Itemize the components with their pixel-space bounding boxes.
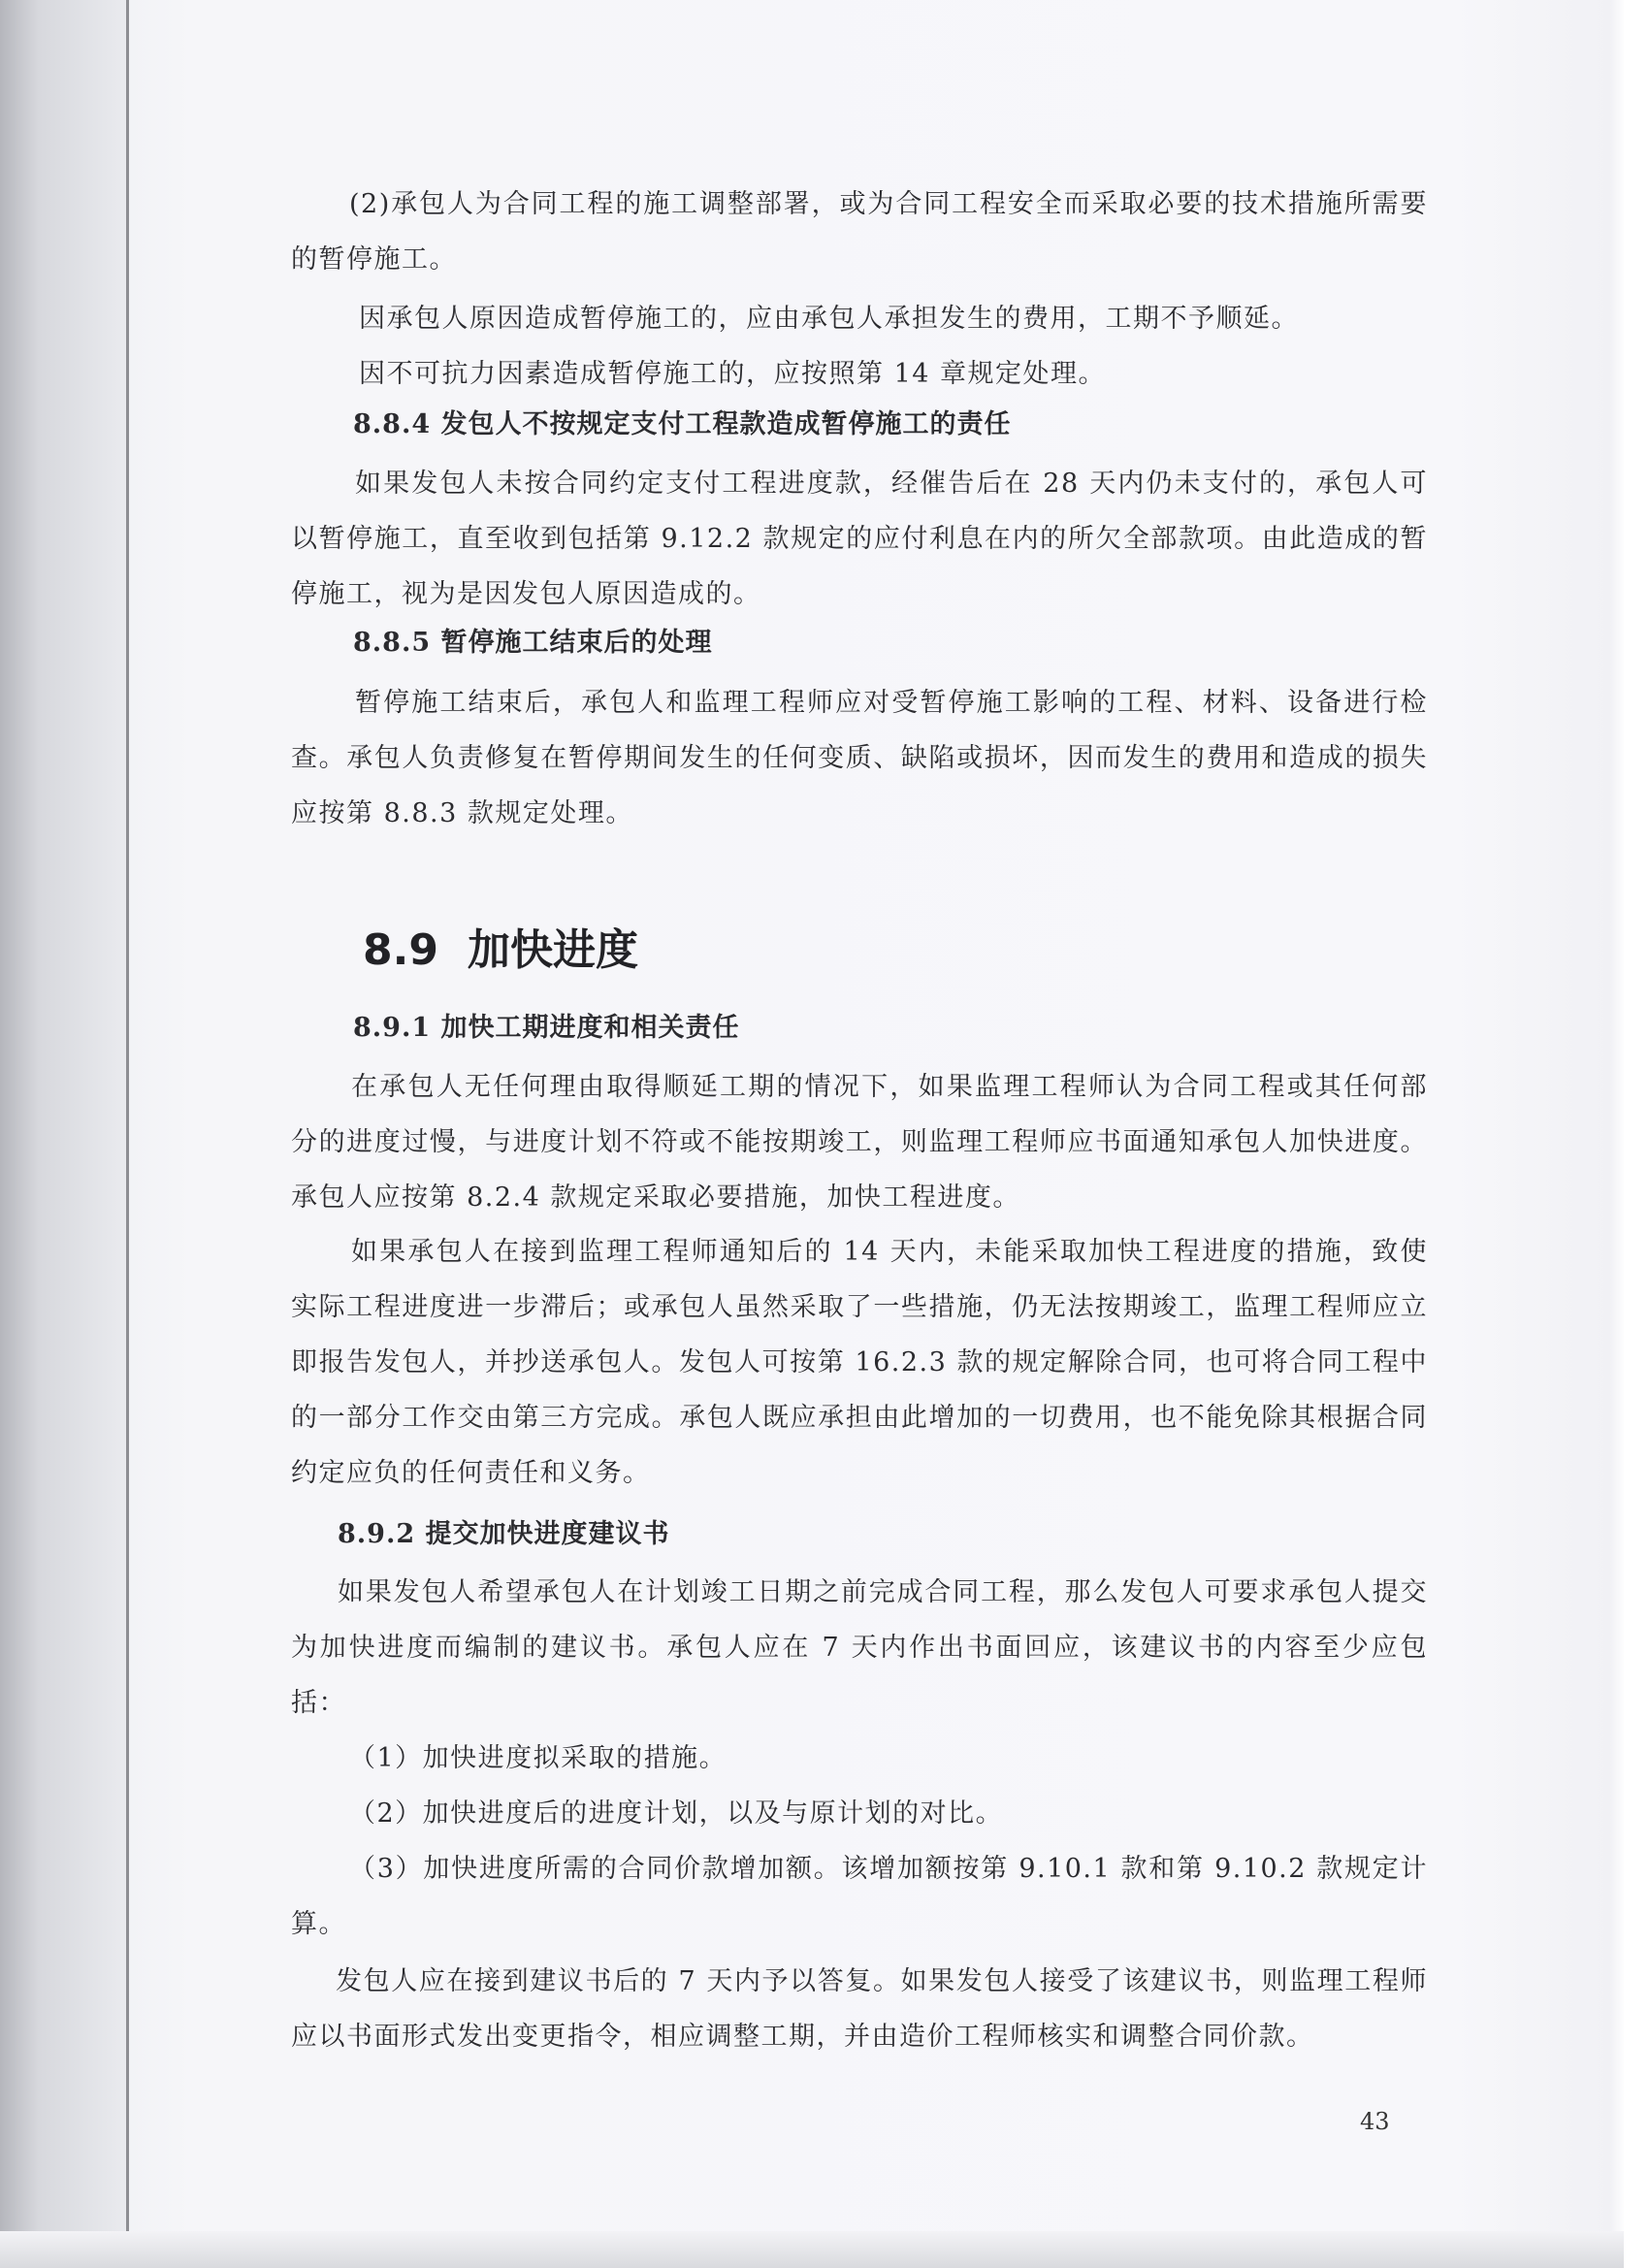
bottom-page-edge	[0, 2231, 1649, 2268]
page-number: 43	[1360, 2108, 1390, 2135]
list-item-1: （1）加快进度拟采取的措施。	[349, 1743, 728, 1773]
book-spine-shadow	[0, 0, 128, 2268]
heading-8-9-2: 8.9.2 提交加快进度建议书	[338, 1519, 670, 1549]
section-number: 8.9	[363, 925, 438, 975]
paragraph-contractor-cause: 因承包人原因造成暂停施工的，应由承包人承担发生的费用，工期不予顺延。	[359, 304, 1299, 334]
list-item-3: （3）加快进度所需的合同价款增加额。该增加额按第 9.10.1 款和第 9.10.2 款规定计算。	[291, 1854, 1428, 1939]
right-page-edge	[1624, 0, 1649, 2268]
heading-8-9-1: 8.9.1 加快工期进度和相关责任	[353, 1013, 740, 1043]
paragraph-force-majeure: 因不可抗力因素造成暂停施工的，应按照第 14 章规定处理。	[359, 359, 1107, 389]
paragraph-8-8-5-body: 暂停施工结束后，承包人和监理工程师应对受暂停施工影响的工程、材料、设备进行检查。承包人负责修复在暂停期间发生的任何变质、缺陷或损坏，因而发生的费用和造成的损失应按第 8.8.3 款规定处理。	[291, 688, 1428, 828]
paragraph-8-9-1-consequence: 如果承包人在接到监理工程师通知后的 14 天内，未能采取加快工程进度的措施，致使实际工程进度进一步滞后；或承包人虽然采取了一些措施，仍无法按期竣工，监理工程师应立即报告发包人，并抄送承包人。发包人可按第 16.2.3 款的规定解除合同，也可将合同工程中的一部分工作交由第三方完成。承包人既应承担由此增加的一切费用，也不能免除其根据合同约定应负的任何责任和义务。	[291, 1237, 1428, 1488]
paragraph-8-9-2-body: 如果发包人希望承包人在计划竣工日期之前完成合同工程，那么发包人可要求承包人提交为加快进度而编制的建议书。承包人应在 7 天内作出书面回应，该建议书的内容至少应包括：	[291, 1577, 1428, 1718]
section-title-text: 加快进度	[467, 925, 638, 975]
paragraph-8-8-4-body: 如果发包人未按合同约定支付工程进度款，经催告后在 28 天内仍未支付的，承包人可以暂停施工，直至收到包括第 9.12.2 款规定的应付利息在内的所欠全部款项。由此造成的暂停施工，视为是因发包人原因造成的。	[291, 469, 1428, 609]
paragraph-pause-reason-2: (2)承包人为合同工程的施工调整部署，或为合同工程安全而采取必要的技术措施所需要的暂停施工。	[291, 189, 1428, 275]
list-item-2: （2）加快进度后的进度计划，以及与原计划的对比。	[349, 1798, 1004, 1829]
book-spine-edge	[126, 0, 129, 2268]
heading-8-8-4: 8.8.4 发包人不按规定支付工程款造成暂停施工的责任	[353, 409, 1012, 439]
heading-8-8-5: 8.8.5 暂停施工结束后的处理	[353, 628, 713, 658]
section-title-8-9	[363, 922, 638, 980]
paragraph-reply: 发包人应在接到建议书后的 7 天内予以答复。如果发包人接受了该建议书，则监理工程师应以书面形式发出变更指令，相应调整工期，并由造价工程师核实和调整合同价款。	[291, 1966, 1428, 2052]
paragraph-8-9-1-body: 在承包人无任何理由取得顺延工期的情况下，如果监理工程师认为合同工程或其任何部分的进度过慢，与进度计划不符或不能按期竣工，则监理工程师应书面通知承包人加快进度。承包人应按第 8.2.4 款规定采取必要措施，加快工程进度。	[291, 1072, 1428, 1213]
